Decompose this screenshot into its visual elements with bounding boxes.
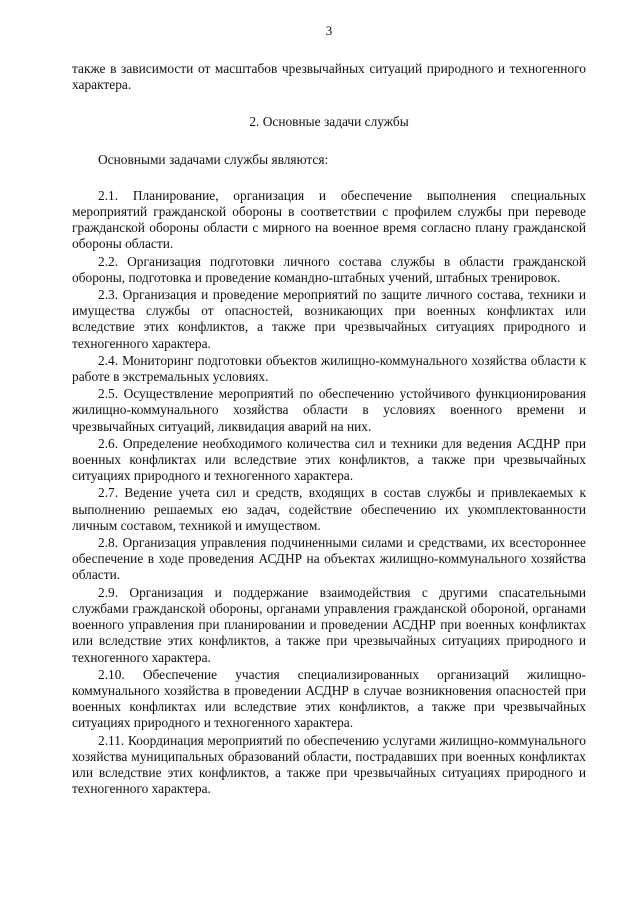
intro-paragraph: Основными задачами службы являются: [98, 151, 329, 167]
task-item-2-4: 2.4. Мониторинг подготовки объектов жилищно-коммунального хозяйства области к работе в экстремальных условиях. [72, 352, 586, 385]
section-title: 2. Основные задачи службы [249, 114, 409, 130]
task-item-2-2: 2.2. Организация подготовки личного состава службы в области гражданской обороны, подготовка и проведение командно-штабных учений, штабных тренировок. [72, 253, 586, 285]
task-list [72, 188, 586, 798]
task-item-2-9: 2.9. Организация и поддержание взаимодействия с другими спасательными службами гражданской обороны, органами управления гражданской обороной, органами военного управления при планировании и проведении АСДНР при военных конфликтах или вследствие этих конфликтов, а также при чрезвычайных ситуациях природного и техногенного характера. [72, 584, 586, 665]
continuation-paragraph: также в зависимости от масштабов чрезвычайных ситуаций природного и техногенного характера. [72, 61, 586, 93]
task-item-2-11: 2.11. Координация мероприятий по обеспечению услугами жилищно-коммунального хозяйства муниципальных образований области, пострадавших при военных конфликтах или вследствие этих конфликтов, а также при чрезвычайных ситуациях природного и техногенного характера. [72, 732, 586, 797]
task-item-2-1: 2.1. Планирование, организация и обеспечение выполнения специальных мероприятий гражданской обороны в соответствии с профилем службы при переводе гражданской обороны области с мирного на военное время согласно плану гражданской обороны области. [72, 187, 586, 252]
page-number: 3 [325, 23, 333, 38]
task-item-2-5: 2.5. Осуществление мероприятий по обеспечению устойчивого функционирования жилищно-коммунального хозяйства области в условиях военного времени и чрезвычайных ситуаций, ликвидация аварий на них. [72, 386, 586, 434]
task-item-2-10: 2.10. Обеспечение участия специализированных организаций жилищно-коммунального хозяйства в проведении АСДНР в случае возникновения опасностей при военных конфликтах или вследствие этих конфликтов, а также при чрезвычайных ситуациях природного и техногенного характера. [72, 666, 586, 731]
task-item-2-7: 2.7. Ведение учета сил и средств, входящих в состав службы и привлекаемых к выполнению решаемых ею задач, содействие обеспечению их укомплектованности личным составом, техникой и имуществом. [72, 485, 586, 533]
task-item-2-3: 2.3. Организация и проведение мероприятий по защите личного состава, техники и имущества службы от опасностей, возникающих при военных конфликтах или вследствие этих конфликтов, а также при чрезвычайных ситуациях природного и техногенного характера. [72, 287, 586, 351]
task-item-2-6: 2.6. Определение необходимого количества сил и техники для ведения АСДНР при военных конфликтах или вследствие этих конфликтов, а также при чрезвычайных ситуациях природного и техногенного характера. [72, 435, 586, 484]
task-item-2-8: 2.8. Организация управления подчиненными силами и средствами, их всестороннее обеспечение в ходе проведения АСДНР на объектах жилищно-коммунального хозяйства области. [72, 535, 586, 583]
document-page [72, 22, 586, 882]
